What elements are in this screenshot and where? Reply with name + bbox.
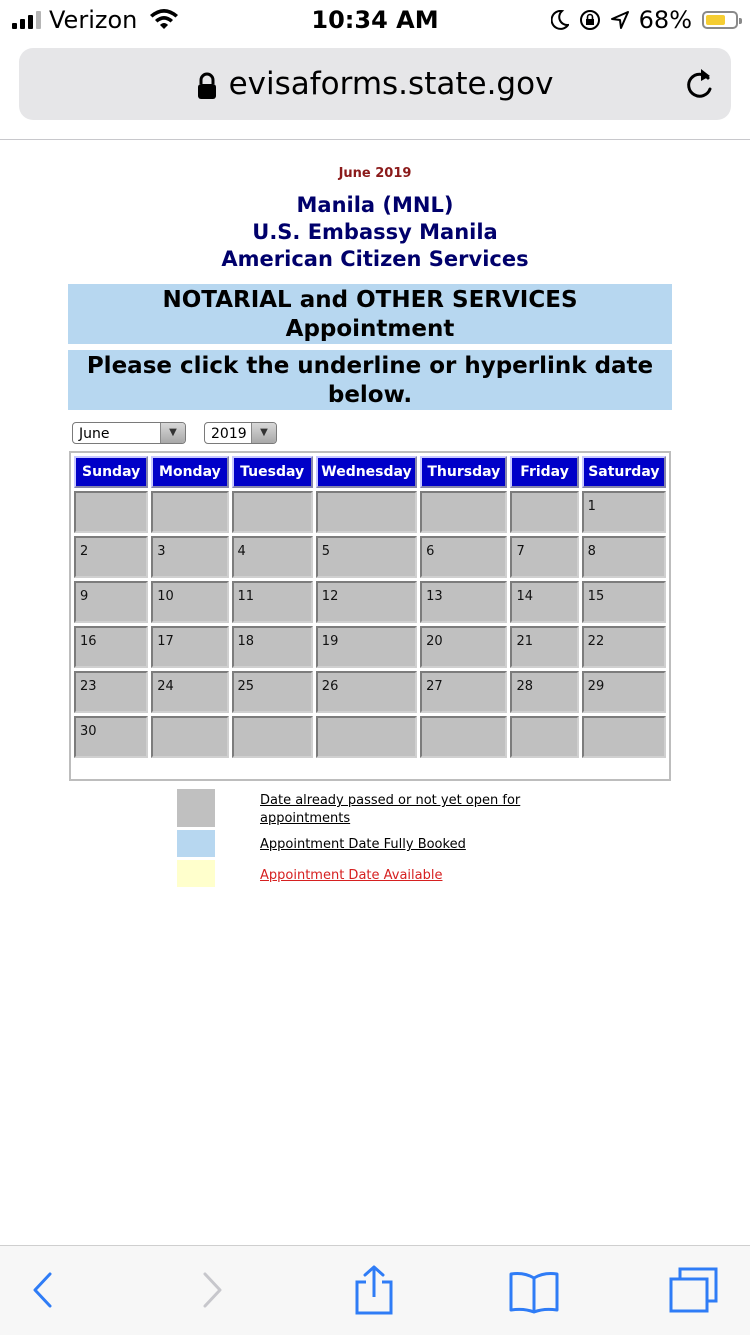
month-header: June 2019 [338,166,412,181]
year-select[interactable] [204,422,277,444]
legend-label-booked[interactable]: Appointment Date Fully Booked [260,837,466,852]
reload-icon[interactable] [681,64,717,104]
calendar-day-cell: 5 [316,536,417,578]
tabs-icon[interactable] [668,1266,720,1314]
chevron-down-icon[interactable]: ▼ [160,423,185,443]
legend-swatch-unavailable [177,789,215,827]
calendar-day-cell: 8 [582,536,666,578]
calendar-day-cell: 14 [510,581,578,623]
calendar-day-cell: 23 [74,671,148,713]
calendar-day-cell: 7 [510,536,578,578]
share-icon[interactable] [352,1264,396,1316]
service-banner-line2: Appointment [285,316,455,342]
address-bar-divider [0,139,750,140]
calendar-day-cell: 15 [582,581,666,623]
title-line-location: Manila (MNL) [296,193,454,217]
page-title [0,192,750,273]
day-header: Wednesday [316,456,417,488]
calendar-day-cell: 11 [232,581,313,623]
forward-icon[interactable] [199,1270,225,1310]
calendar-day-cell: 29 [582,671,666,713]
battery-icon [702,11,738,29]
address-bar[interactable] [19,48,731,120]
legend-label-available[interactable]: Appointment Date Available [260,868,443,883]
legend-label-unavailable[interactable]: Date already passed or not yet open for appointments [260,793,521,826]
calendar-week-row [74,491,666,533]
calendar-empty-cell [316,716,417,758]
calendar-week-row [74,716,666,758]
calendar-day-cell: 19 [316,626,417,668]
calendar-day-cell: 18 [232,626,313,668]
calendar-empty-cell [510,491,578,533]
location-icon [611,11,629,29]
calendar-day-cell: 6 [420,536,507,578]
calendar-empty-cell [232,491,313,533]
calendar-day-cell: 3 [151,536,228,578]
day-header: Monday [151,456,228,488]
battery-percent: 68% [638,6,692,34]
calendar-table [71,453,669,761]
calendar-day-cell: 20 [420,626,507,668]
legend-swatch-available [177,860,215,887]
browser-toolbar [0,1245,750,1335]
status-right [551,6,738,34]
calendar-day-cell: 13 [420,581,507,623]
moon-icon [551,10,569,30]
calendar-empty-cell [510,716,578,758]
calendar-day-cell: 30 [74,716,148,758]
carrier-label: Verizon [49,6,138,34]
calendar [69,451,671,781]
calendar-day-cell: 21 [510,626,578,668]
chevron-down-icon[interactable]: ▼ [251,423,276,443]
url-text: evisaforms.state.gov [228,66,554,102]
calendar-week-row [74,671,666,713]
calendar-day-cell: 4 [232,536,313,578]
calendar-day-cell: 12 [316,581,417,623]
service-banner [68,284,672,344]
calendar-day-cell: 1 [582,491,666,533]
calendar-day-cell: 16 [74,626,148,668]
calendar-week-row [74,581,666,623]
day-header: Friday [510,456,578,488]
calendar-empty-cell [420,491,507,533]
calendar-empty-cell [316,491,417,533]
year-select-value: 2019 [211,426,247,442]
day-header: Sunday [74,456,148,488]
legend-swatch-booked [177,830,215,857]
orientation-lock-icon [579,9,601,31]
calendar-day-cell: 2 [74,536,148,578]
day-header: Saturday [582,456,666,488]
clock: 10:34 AM [311,6,439,34]
url-display[interactable] [19,66,731,102]
calendar-header-row [74,456,666,488]
calendar-empty-cell [74,491,148,533]
calendar-day-cell: 27 [420,671,507,713]
battery-level [706,15,725,25]
calendar-day-cell: 26 [316,671,417,713]
back-icon[interactable] [30,1270,56,1310]
bookmarks-icon[interactable] [508,1270,560,1314]
calendar-week-row [74,536,666,578]
calendar-day-cell: 24 [151,671,228,713]
calendar-day-cell: 28 [510,671,578,713]
calendar-day-cell: 17 [151,626,228,668]
calendar-empty-cell [582,716,666,758]
calendar-day-cell: 9 [74,581,148,623]
month-select-value: June [79,426,110,442]
calendar-empty-cell [151,716,228,758]
month-select[interactable] [72,422,186,444]
calendar-body [74,491,666,758]
instruction-line1: Please click the underline or hyperlink date [86,353,654,379]
calendar-day-cell: 10 [151,581,228,623]
calendar-empty-cell [232,716,313,758]
instruction-line2: below. [327,382,413,408]
service-banner-line1: NOTARIAL and OTHER SERVICES [162,287,578,313]
calendar-week-row [74,626,666,668]
lock-icon [197,72,217,100]
calendar-empty-cell [420,716,507,758]
title-line-embassy: U.S. Embassy Manila [252,220,498,244]
calendar-empty-cell [151,491,228,533]
day-header: Thursday [420,456,507,488]
status-bar [0,0,750,40]
calendar-day-cell: 25 [232,671,313,713]
calendar-day-cell: 22 [582,626,666,668]
instruction-banner [68,350,672,410]
title-line-service: American Citizen Services [221,247,529,271]
day-header: Tuesday [232,456,313,488]
